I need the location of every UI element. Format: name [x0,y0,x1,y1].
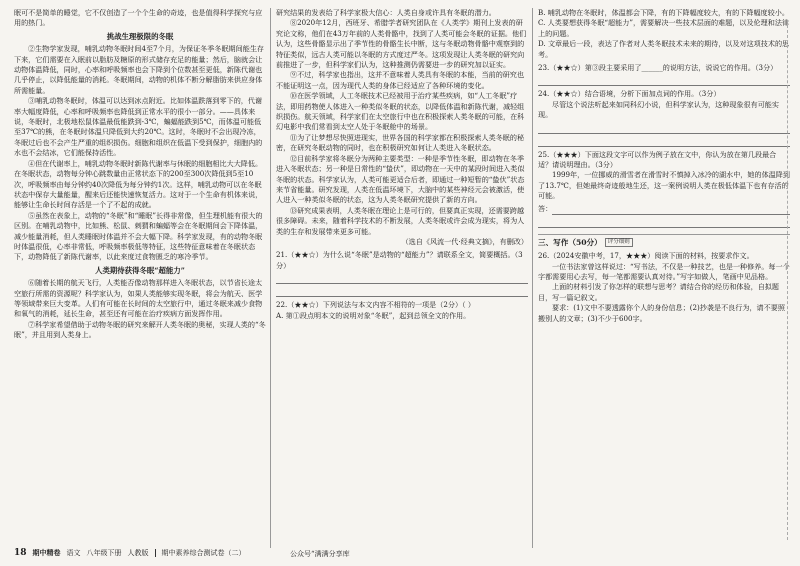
material-text: 一位书法家曾这样说过：“写书法，不仅是一种技艺，也是一种修养。每一个字都需要用心去写，每一笔都需要认真对待。”写字如做人，笔画中见品格。 [538,261,790,281]
paragraph: ⑦科学家希望借助于动物冬眠的研究来解开人类冬眠的奥秘，实现人类的“冬眠”，并且用到人类身上。 [14,319,266,340]
paragraph: ⑫目前科学家将冬眠分为两种主要类型：一种是季节性冬眠，即动物在冬季进入冬眠状态；另一种是日常性的“蛰伏”，即动物在一天中的某段时间进入类似冬眠的状态。科学家认为，人类可能更适合后者，即通过一种短暂的“蛰伏”状态来节省能量。研究发现，人类在低温环境下，大脑中的某些神经元会被激活，使人进入一种类似冬眠的状态，这为人类冬眠研究提供了新的方向。 [276,153,525,205]
question-text: 26.（2024安徽中考，17，★★★）阅读下面的材料，按要求作文。 [538,251,754,261]
answer-line[interactable] [276,286,528,297]
writing-section-header [538,234,790,248]
writing-prompt: 上面的材料引发了你怎样的联想与思考？请结合你的经历和体验，自拟题目，写一篇记叙文。 [538,282,779,302]
paragraph: 眠可不是简单的睡觉，它不仅创造了一个个生命的奇迹，也是值得科学探究与应用的热门。 [14,8,263,28]
answer-line[interactable] [538,75,790,86]
question-text: 25.（★★★）下面这段文字可以作为例子放在文中，你认为放在第几段最合适？请说明理由。（3分） [538,149,777,170]
question-text: 21.（★★☆）为什么说“冬眠”是动物的“超能力”？请联系全文，简要概括。（3分） [276,250,523,270]
page-number: 18 [14,548,27,558]
question-22 [276,300,528,321]
column-right [538,8,790,324]
writing-title: 三、写作（50分） [538,237,602,247]
paragraph: ⑤虽然在表象上，动物的“冬眠”和“睡眠”长得非常像，但生理机能有很大的区别。在哺乳动物中，比如熊、松鼠、刺猬和蝙蝠等会在冬眠期间会下降体温，减少能量消耗，但人类睡眠时体温并不会大幅下降。科学家发现，有的动物冬眠时体温很低，心率非常低，呼吸频率极低等特征，这些特征意味着在冬眠状态下，动物降低了新陈代谢率，以此来度过食物匮乏的寒冷季节。 [14,210,263,262]
answer-line[interactable] [552,204,790,215]
paragraph: ⑬研究成果表明，人类冬眠在理论上是可行的，但要真正实现，还需要跨越很多障碍。未来，随着科学技术的不断发展，人类冬眠或许会成为现实，将为人类的生存和发展带来更多可能。 [276,205,525,236]
paragraph: ③哺乳动物冬眠时，体温可以达到冰点附近。比如体温跌落到零下的，代谢率大幅度降低，心率和呼吸频率也降低到正常水平的很小一部分。——具体来说，冬眠时，北极地松鼠体温最低能跌到-3℃，蝙蝠能跌到5℃，而体温可能低至37℃的熊，在冬眠时体温只降低到大约20℃。这时，冬眠时不会出现冷冻，冬眠过后也不会产生严重的组织损伤。细胞和组织在低温下受到保护，细胞内的水也不会结冰，它们能保持活性。 [14,96,263,158]
quoted-sentence: 尽管这个说法听起来如同科幻小说，但科学家认为，这种现象很有可能实现。 [538,99,779,120]
question-24 [538,89,790,146]
subject: 语文 [66,549,81,557]
paragraph: ⑧2020年12月，西班牙、希腊学者研究团队在《人类学》期刊上发表的研究论文称，他们在43万年前的人类骨骼中，找到了人类可能会冬眠的证据。他们认为，这些骨骼显示出了季节性的骨骼生长中断，这与冬眠动物骨骼中观察到的特征类似，远古人类可能以冬眠的方式度过严冬。这项发现让人类冬眠的研究向前推进了一步，但科学家们认为，这种推测仍需要进一步的研究加以证实。 [276,18,527,70]
footer-separator [155,549,156,557]
answer-line[interactable] [538,217,790,228]
binding-line [787,20,796,540]
option-d: D. 文章最后一段，表达了作者对人类冬眠技术未来的期待，以及对这项技术的思考。 [538,39,790,59]
quoted-passage: 1999年，一位挪威的滑雪者在滑雪时不慎掉入冰冷的湖水中，她的体温降到了13.7℃，但她最终奇迹般地生还，这一案例说明人类在极低体温下也有存活的可能。 [538,170,790,201]
writing-requirements: 要求：(1)文中不要透露你个人的身份信息；(2)抄袭是不良行为，请不要照搬别人的文章；(3)不少于600字。 [538,303,785,323]
option-c: C. 人类要想获得冬眠“超能力”，需要解决一些技术层面的难题，以及伦理和法律上的问题。 [538,18,790,38]
answer-line[interactable] [538,123,790,134]
section-heading: 人类期待获得冬眠“超能力” [95,265,185,275]
column-middle [276,8,528,321]
page-footer [14,548,534,558]
watermark: 公众号“满满分享库 [290,550,350,558]
question-text: 23.（★★☆）第③段主要采用了______的说明方法，说说它的作用。（3分） [538,63,778,73]
question-23 [538,63,790,86]
answer-line[interactable] [538,136,790,147]
option-a: A. 第①段点明本文的说明对象“冬眠”，起到总领全文的作用。 [276,310,471,320]
answer-label: 答： [538,204,553,214]
question-text: 22.（★★☆）下列说法与本文内容不相符的一项是（2分）（ ） [276,300,475,310]
paragraph: ⑨不过，科学家也指出，这并不意味着人类具有冬眠的本能，当前的研究也不能证明这一点，因为现代人类的身体已经适应了各种环境的变化。 [276,70,525,90]
paragraph: ②生物学家发现，哺乳动物冬眠时间4至7个月，为保证冬季冬眠期间能生存下来，它们需要在入眠前以脂肪及糖原的形式储存充足的能量；然后，脑就会让动物体温降低，同时，心率和呼吸频率也会下降到个位数甚至更低，新陈代谢也几乎停止，以降低能量的消耗。冬眠期间，动物的机体不断分解脂肪来供应身体所需能量。 [14,44,265,95]
grade: 八年级下册 [86,549,122,557]
exam-title: 期中素养综合测试卷（二） [161,549,246,557]
question-21 [276,250,528,297]
paragraph: ⑪为了让梦想尽快照进现实，世界各国的科学家都在积极探索人类冬眠的秘密，在研究冬眠动物的同时，也在积极研究如何让人类进入冬眠状态。 [276,132,525,153]
paragraph: 研究结果的发表给了科学家极大信心：人类自身或许具有冬眠的潜力。 [276,8,496,17]
scoring-badge: 评分细则 [605,238,633,247]
brand-name: 期中精卷 [32,548,61,557]
paragraph: ⑥随着长期的航天飞行，人类能否像动物那样进入冬眠状态，以节省长途太空旅行所需的资源呢？科学家认为，如果人类能够实现冬眠，将会为航天、医学等领域带来巨大变革。人们有可能在长时间的太空旅行中，通过冬眠来减少食物和氧气的消耗，延长生命，甚至还有可能在治疗疾病方面发挥作用。 [14,278,263,319]
edition: 人教版 [127,549,149,557]
section-heading: 挑战生理极限的冬眠 [106,31,174,41]
question-26 [538,251,790,324]
question-text: 24.（★★☆）结合语境，分析下面加点词的作用。（3分） [538,89,721,99]
question-25 [538,150,790,228]
column-left [14,8,266,341]
paragraph: ④但在代谢率上，哺乳动物冬眠时新陈代谢率与休眠的细胞相比大大降低。在冬眠状态，动物每分钟心跳数量由正常状态下的200至300次降低到5至10次，呼吸频率由每分钟约40次降低为每分钟约1次。这样，哺乳动物可以在冬眠状态中保存大量能量，醒来后还能快速恢复活力。这对于一个生命有机体来说，能够让生命长时间存活是一个了不起的成就。 [14,158,263,210]
paragraph: ⑩在医学领域，人工冬眠技术已经被用于治疗某些疾病，如“人工冬眠”疗法，即用药物使人体进入一种类似冬眠的状态，以降低体温和新陈代谢，减轻组织损伤。航天领域，科学家们在太空旅行中也在积极探索人类冬眠的可能，在科幻电影中我们常看到太空人处于冬眠舱中的场景。 [276,91,525,132]
option-b: B. 哺乳动物在冬眠时，体温都会下降，有的下降幅度较大，有的下降幅度较小。 [538,8,789,17]
source-citation: （选自《风流一代·经典文摘》，有删改） [401,236,528,246]
answer-line[interactable] [276,273,528,284]
column-divider [270,8,271,548]
answer-row [538,202,790,215]
column-divider [532,8,533,548]
